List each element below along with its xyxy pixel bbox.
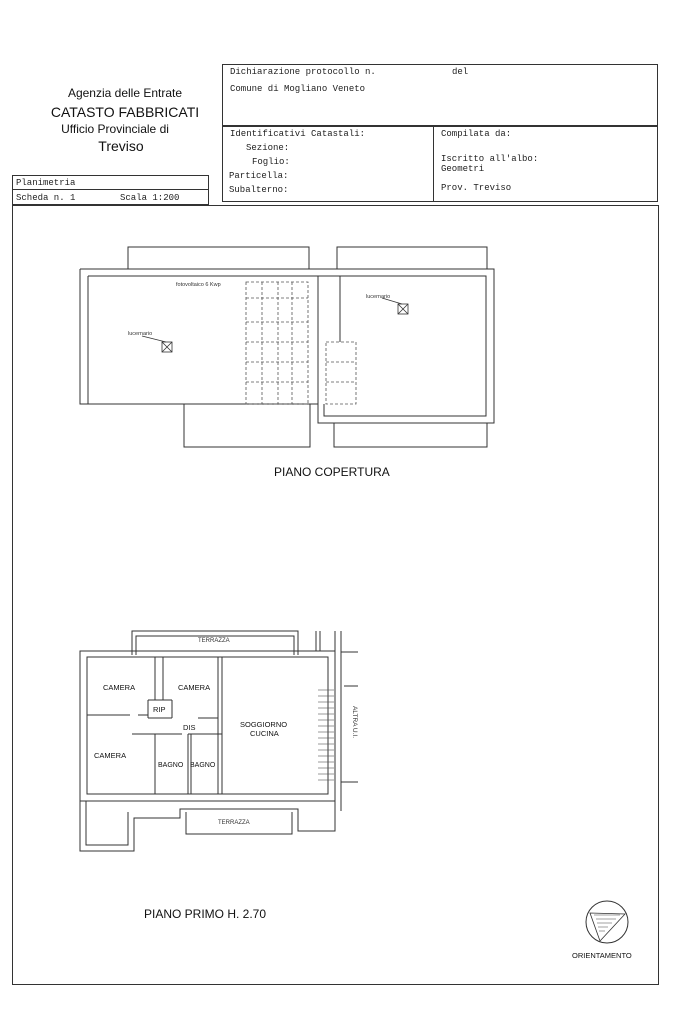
- professione-label: Geometri: [441, 164, 485, 174]
- particella-label: Particella:: [229, 171, 289, 181]
- provincia-label: Treviso: [98, 138, 144, 154]
- lucernario-label-1: lucernario: [128, 331, 153, 337]
- identificativi-title: Identificativi Catastali:: [230, 129, 366, 139]
- subalterno-label: Subalterno:: [229, 185, 289, 195]
- roof-title: PIANO COPERTURA: [274, 465, 390, 479]
- bagno-label-2: BAGNO: [190, 762, 216, 769]
- first-floor-title: PIANO PRIMO H. 2.70: [144, 907, 267, 921]
- rip-label: RIP: [153, 705, 166, 714]
- bagno-label-1: BAGNO: [158, 762, 184, 769]
- cucina-label: CUCINA: [250, 729, 279, 738]
- albo-label: Iscritto all'albo:: [441, 154, 539, 164]
- prov-label: Prov. Treviso: [441, 183, 512, 193]
- scala-label: Scala 1:200: [120, 193, 180, 203]
- agency-name: Agenzia delle Entrate: [67, 86, 183, 100]
- sezione-label: Sezione:: [246, 143, 290, 153]
- fotovoltaico-label: fotovoltaico 6 Kwp: [176, 282, 221, 288]
- altra-ui-label: ALTRA U.I.: [351, 706, 358, 739]
- camera-label-2: CAMERA: [178, 683, 211, 692]
- del-label: del: [452, 67, 469, 77]
- foglio-label: Foglio:: [252, 157, 290, 167]
- camera-label-3: CAMERA: [94, 751, 127, 760]
- comune-label: Comune di Mogliano Veneto: [230, 84, 366, 94]
- catasto-title: CATASTO FABBRICATI: [50, 104, 200, 120]
- dis-label: DIS: [183, 723, 196, 732]
- scheda-label: Scheda n. 1: [16, 193, 76, 203]
- ufficio-label: Ufficio Provinciale di: [61, 122, 169, 136]
- camera-label-1: CAMERA: [103, 683, 136, 692]
- soggiorno-label: SOGGIORNO: [240, 720, 288, 729]
- planimetria-label: Planimetria: [16, 178, 76, 188]
- terrazza-bottom-label: TERRAZZA: [218, 820, 250, 826]
- terrazza-top-label: TERRAZZA: [198, 638, 230, 644]
- dichiarazione-label: Dichiarazione protocollo n.: [230, 67, 376, 77]
- lucernario-label-2: lucernario: [366, 294, 391, 300]
- orientamento-label: ORIENTAMENTO: [572, 951, 632, 960]
- compilata-title: Compilata da:: [441, 129, 512, 139]
